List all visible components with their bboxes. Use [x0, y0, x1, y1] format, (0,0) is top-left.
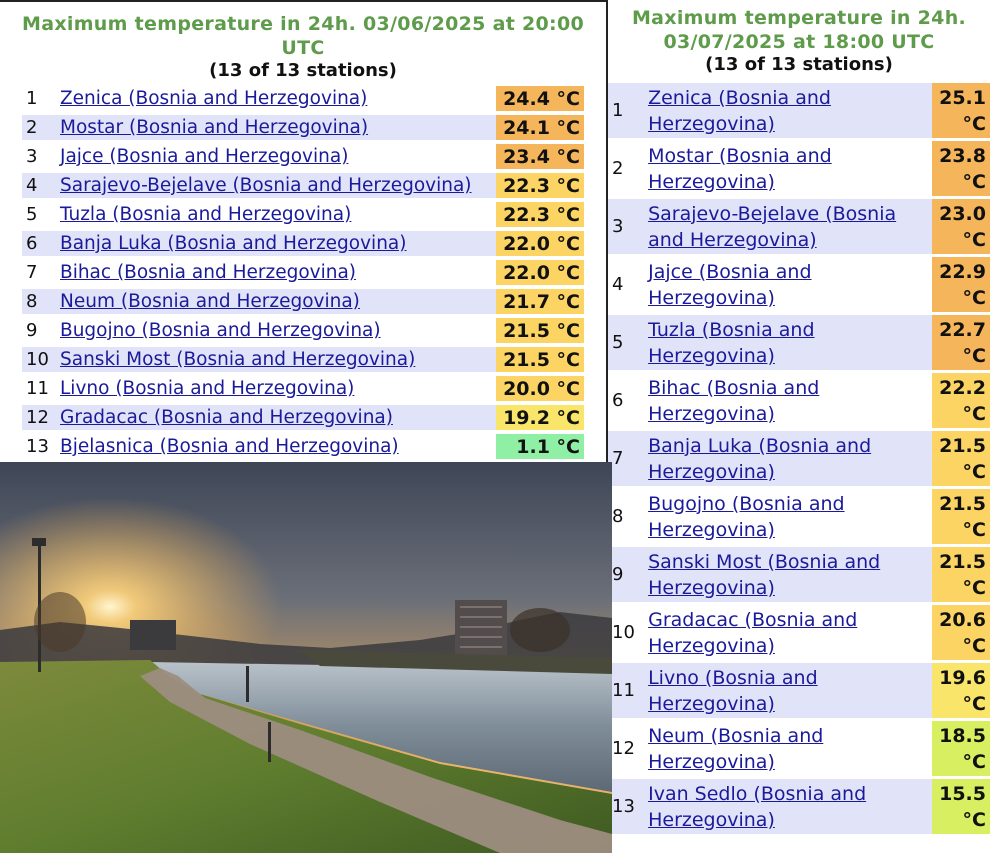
- station-rank: 3: [26, 146, 38, 167]
- station-cell: [646, 199, 932, 254]
- temperature-value: 22.0 °C: [496, 231, 584, 256]
- station-link[interactable]: Bjelasnica (Bosnia and Herzegovina): [60, 436, 399, 457]
- temperature-number: 25.1: [939, 86, 986, 109]
- station-link[interactable]: Tuzla (Bosnia and Herzegovina): [648, 318, 815, 367]
- temperature-unit: °C: [962, 228, 986, 251]
- station-rank: 7: [26, 262, 38, 283]
- station-rank: 5: [608, 315, 646, 370]
- station-cell: [646, 721, 932, 776]
- temperature-value: [932, 199, 990, 254]
- right-temperature-table: [608, 80, 990, 837]
- station-cell: [646, 605, 932, 660]
- temperature-value: 1.1 °C: [496, 434, 584, 459]
- station-rank: 11: [26, 378, 49, 399]
- station-cell: [58, 173, 496, 198]
- temperature-number: 18.5: [939, 724, 986, 747]
- temperature-number: 21.5: [939, 492, 986, 515]
- temperature-number: 22.7: [939, 318, 986, 341]
- temperature-unit: °C: [962, 286, 986, 309]
- right-panel-subtitle: (13 of 13 stations): [705, 54, 893, 75]
- station-link[interactable]: Bugojno (Bosnia and Herzegovina): [648, 492, 845, 541]
- station-link[interactable]: Bihac (Bosnia and Herzegovina): [60, 262, 356, 283]
- table-row: [608, 431, 990, 486]
- temperature-value: 20.0 °C: [496, 376, 584, 401]
- table-row: [608, 489, 990, 544]
- table-row: [22, 144, 584, 169]
- station-rank: 2: [22, 115, 58, 140]
- temperature-value: [932, 373, 990, 428]
- station-cell: [646, 489, 932, 544]
- station-cell: [646, 547, 932, 602]
- station-rank: 9: [26, 320, 38, 341]
- station-link[interactable]: Bihac (Bosnia and Herzegovina): [648, 376, 820, 425]
- temperature-unit: °C: [962, 112, 986, 135]
- station-link[interactable]: Zenica (Bosnia and Herzegovina): [648, 86, 831, 135]
- station-cell: [646, 257, 932, 312]
- station-cell: [646, 373, 932, 428]
- temperature-number: 22.2: [939, 376, 986, 399]
- left-panel-subtitle: (13 of 13 stations): [209, 60, 397, 81]
- table-row: [608, 199, 990, 254]
- station-link[interactable]: Sanski Most (Bosnia and Herzegovina): [648, 550, 881, 599]
- station-cell: [58, 144, 496, 169]
- temperature-value: 19.2 °C: [496, 405, 584, 430]
- table-row: [22, 347, 584, 372]
- station-rank: 6: [22, 231, 58, 256]
- temperature-unit: °C: [962, 518, 986, 541]
- temperature-value: 21.7 °C: [496, 289, 584, 314]
- temperature-unit: °C: [962, 460, 986, 483]
- station-rank: 7: [608, 431, 646, 486]
- station-rank: 13: [26, 436, 49, 457]
- station-link[interactable]: Sanski Most (Bosnia and Herzegovina): [60, 349, 416, 370]
- temperature-value: [932, 721, 990, 776]
- temperature-number: 21.5: [939, 434, 986, 457]
- station-cell: [646, 141, 932, 196]
- river-sunset-illustration: [0, 462, 612, 853]
- station-link[interactable]: Banja Luka (Bosnia and Herzegovina): [60, 233, 407, 254]
- station-cell: [58, 434, 496, 459]
- table-row: [608, 257, 990, 312]
- right-temperature-panel: [608, 0, 990, 853]
- temperature-value: [932, 547, 990, 602]
- table-row: [608, 605, 990, 660]
- station-cell: [58, 260, 496, 285]
- station-link[interactable]: Mostar (Bosnia and Herzegovina): [60, 117, 369, 138]
- station-link[interactable]: Neum (Bosnia and Herzegovina): [648, 724, 824, 773]
- station-cell: [646, 663, 932, 718]
- table-row: [22, 405, 584, 430]
- table-row: [22, 86, 584, 111]
- station-link[interactable]: Mostar (Bosnia and Herzegovina): [648, 144, 832, 193]
- station-rank: 10: [612, 622, 635, 643]
- left-temperature-panel: [0, 0, 608, 462]
- temperature-value: [932, 315, 990, 370]
- table-row: [22, 318, 584, 343]
- station-rank: 12: [612, 738, 635, 759]
- table-row: [22, 289, 584, 314]
- temperature-value: 22.0 °C: [496, 260, 584, 285]
- temperature-value: 21.5 °C: [496, 318, 584, 343]
- station-rank: 5: [26, 204, 38, 225]
- temperature-number: 19.6: [939, 666, 986, 689]
- station-cell: [646, 779, 932, 834]
- station-rank: 1: [608, 83, 646, 138]
- station-rank: 10: [22, 347, 58, 372]
- temperature-unit: °C: [962, 402, 986, 425]
- table-row: [22, 231, 584, 256]
- station-rank: 12: [22, 405, 58, 430]
- temperature-value: [932, 605, 990, 660]
- station-rank: 4: [22, 173, 58, 198]
- temperature-number: 15.5: [939, 782, 986, 805]
- right-table-body: [608, 83, 990, 834]
- table-row: [608, 83, 990, 138]
- temperature-value: [932, 779, 990, 834]
- table-row: [608, 373, 990, 428]
- temperature-unit: °C: [962, 750, 986, 773]
- temperature-value: [932, 431, 990, 486]
- table-row: [608, 721, 990, 776]
- temperature-value: 24.1 °C: [496, 115, 584, 140]
- station-rank: 3: [608, 199, 646, 254]
- left-panel-title: Maximum temperature in 24h. 03/06/2025 at 20:00 UTC: [22, 13, 584, 59]
- station-cell: [58, 347, 496, 372]
- temperature-number: 22.9: [939, 260, 986, 283]
- temperature-unit: °C: [962, 692, 986, 715]
- station-rank: 9: [608, 547, 646, 602]
- temperature-value: 22.3 °C: [496, 173, 584, 198]
- station-cell: [646, 83, 932, 138]
- station-cell: [58, 376, 496, 401]
- station-link[interactable]: Livno (Bosnia and Herzegovina): [648, 666, 818, 715]
- station-cell: [58, 289, 496, 314]
- temperature-value: [932, 489, 990, 544]
- station-link[interactable]: Jajce (Bosnia and Herzegovina): [648, 260, 812, 309]
- station-cell: [58, 115, 496, 140]
- station-cell: [58, 202, 496, 227]
- table-row: [608, 141, 990, 196]
- station-rank: 11: [608, 663, 646, 718]
- station-link[interactable]: Ivan Sedlo (Bosnia and Herzegovina): [648, 782, 867, 831]
- station-link[interactable]: Livno (Bosnia and Herzegovina): [60, 378, 355, 399]
- station-link[interactable]: Bugojno (Bosnia and Herzegovina): [60, 320, 381, 341]
- temperature-number: 23.8: [939, 144, 986, 167]
- station-rank: 4: [612, 274, 624, 295]
- station-link[interactable]: Jajce (Bosnia and Herzegovina): [60, 146, 349, 167]
- table-row: [22, 376, 584, 401]
- station-link[interactable]: Banja Luka (Bosnia and Herzegovina): [648, 434, 872, 483]
- temperature-unit: °C: [962, 170, 986, 193]
- station-link[interactable]: Tuzla (Bosnia and Herzegovina): [60, 204, 352, 225]
- temperature-value: [932, 257, 990, 312]
- temperature-unit: °C: [962, 808, 986, 831]
- table-row: [22, 173, 584, 198]
- temperature-unit: °C: [962, 344, 986, 367]
- station-link[interactable]: Neum (Bosnia and Herzegovina): [60, 291, 360, 312]
- temperature-value: [932, 83, 990, 138]
- temperature-value: [932, 141, 990, 196]
- station-rank: 6: [612, 390, 624, 411]
- table-row: [22, 202, 584, 227]
- table-row: [22, 434, 584, 459]
- temperature-number: 20.6: [939, 608, 986, 631]
- station-rank: 1: [26, 88, 38, 109]
- station-link[interactable]: Sarajevo-Bejelave (Bosnia and Herzegovina): [60, 175, 472, 196]
- left-temperature-table: [22, 82, 584, 462]
- station-cell: [58, 318, 496, 343]
- left-table-body: [22, 86, 584, 459]
- station-rank: 8: [22, 289, 58, 314]
- right-panel-title: Maximum temperature in 24h. 03/07/2025 at 18:00 UTC: [631, 7, 967, 53]
- station-link[interactable]: Gradacac (Bosnia and Herzegovina): [60, 407, 393, 428]
- temperature-number: 23.0: [939, 202, 986, 225]
- station-cell: [646, 431, 932, 486]
- temperature-value: 23.4 °C: [496, 144, 584, 169]
- table-row: [608, 547, 990, 602]
- temperature-unit: °C: [962, 576, 986, 599]
- table-row: [22, 260, 584, 285]
- station-rank: 2: [612, 158, 624, 179]
- station-link[interactable]: Zenica (Bosnia and Herzegovina): [60, 88, 368, 109]
- table-row: [608, 315, 990, 370]
- table-row: [608, 663, 990, 718]
- temperature-number: 21.5: [939, 550, 986, 573]
- table-row: [608, 779, 990, 834]
- temperature-unit: °C: [962, 634, 986, 657]
- temperature-value: 21.5 °C: [496, 347, 584, 372]
- station-cell: [646, 315, 932, 370]
- station-link[interactable]: Sarajevo-Bejelave (Bosnia and Herzegovina): [648, 202, 897, 251]
- temperature-value: 22.3 °C: [496, 202, 584, 227]
- station-rank: 8: [612, 506, 624, 527]
- temperature-value: 24.4 °C: [496, 86, 584, 111]
- river-sunset-photo: [0, 462, 612, 853]
- table-row: [22, 115, 584, 140]
- station-link[interactable]: Gradacac (Bosnia and Herzegovina): [648, 608, 858, 657]
- station-cell: [58, 231, 496, 256]
- station-cell: [58, 86, 496, 111]
- station-rank: 13: [608, 779, 646, 834]
- temperature-value: [932, 663, 990, 718]
- station-cell: [58, 405, 496, 430]
